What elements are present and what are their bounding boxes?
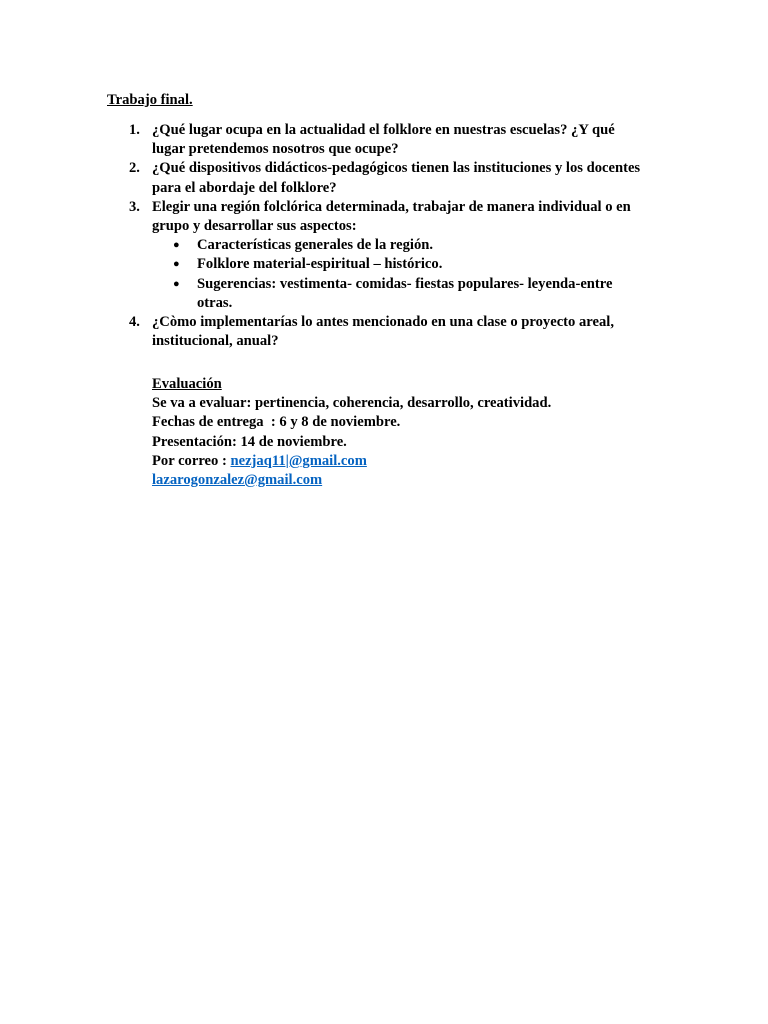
- question-text-line: institucional, anual?: [152, 333, 279, 350]
- email-row: [152, 452, 672, 471]
- question-text-line: ¿Còmo implementarías lo antes mencionado en una clase o proyecto areal,: [152, 314, 614, 331]
- question-item-2: [129, 159, 672, 197]
- question-number: 2.: [129, 160, 140, 177]
- evaluation-heading: Evaluación: [152, 376, 222, 392]
- question-text-line: grupo y desarrollar sus aspectos:: [152, 218, 357, 235]
- bullet-text-line: Características generales de la región.: [197, 237, 434, 254]
- bullet-item: [173, 275, 672, 313]
- question-number: 3.: [129, 198, 140, 215]
- email-link-1[interactable]: nezjaq11|@gmail.com: [230, 452, 367, 469]
- delivery-dates: Fechas de entrega : 6 y 8 de noviembre.: [152, 414, 401, 431]
- bullet-icon: ●: [173, 239, 180, 252]
- evaluation-criteria: Se va a evaluar: pertinencia, coherencia, desarrollo, creatividad.: [152, 395, 552, 412]
- question-number: 4.: [129, 314, 140, 331]
- document-title: Trabajo final.: [107, 92, 193, 108]
- question-text-line: para el abordaje del folklore?: [152, 179, 337, 196]
- email-link-2[interactable]: lazarogonzalez@gmail.com: [152, 472, 323, 489]
- question-text-line: ¿Qué lugar ocupa en la actualidad el folklore en nuestras escuelas? ¿Y qué: [152, 122, 615, 138]
- questions-list: [129, 121, 672, 351]
- bullet-icon: ●: [173, 277, 180, 290]
- question-item-4: [129, 313, 672, 351]
- question-item-1: [129, 121, 672, 159]
- question-item-3: [129, 198, 672, 313]
- bullet-icon: ●: [173, 258, 180, 271]
- bullet-item: [173, 236, 672, 255]
- presentation-date: Presentación: 14 de noviembre.: [152, 433, 347, 450]
- bullet-text-line: Sugerencias: vestimenta- comidas- fiestas populares- leyenda-entre: [197, 275, 613, 292]
- question-number: 1.: [129, 122, 140, 138]
- bullet-text-line: otras.: [197, 294, 233, 311]
- email-label: Por correo :: [152, 452, 231, 469]
- aspects-bullet-list: [152, 236, 672, 313]
- bullet-item: [173, 255, 672, 274]
- question-text-line: ¿Qué dispositivos didácticos-pedagógicos tienen las instituciones y los docentes: [152, 160, 641, 177]
- bullet-text-line: Folklore material-espiritual – histórico.: [197, 256, 443, 273]
- question-text-line: lugar pretendemos nosotros que ocupe?: [152, 141, 399, 158]
- evaluation-section: [152, 375, 672, 490]
- email-row-2: [152, 471, 672, 490]
- question-text-line: Elegir una región folclórica determinada, trabajar de manera individual o en: [152, 198, 631, 215]
